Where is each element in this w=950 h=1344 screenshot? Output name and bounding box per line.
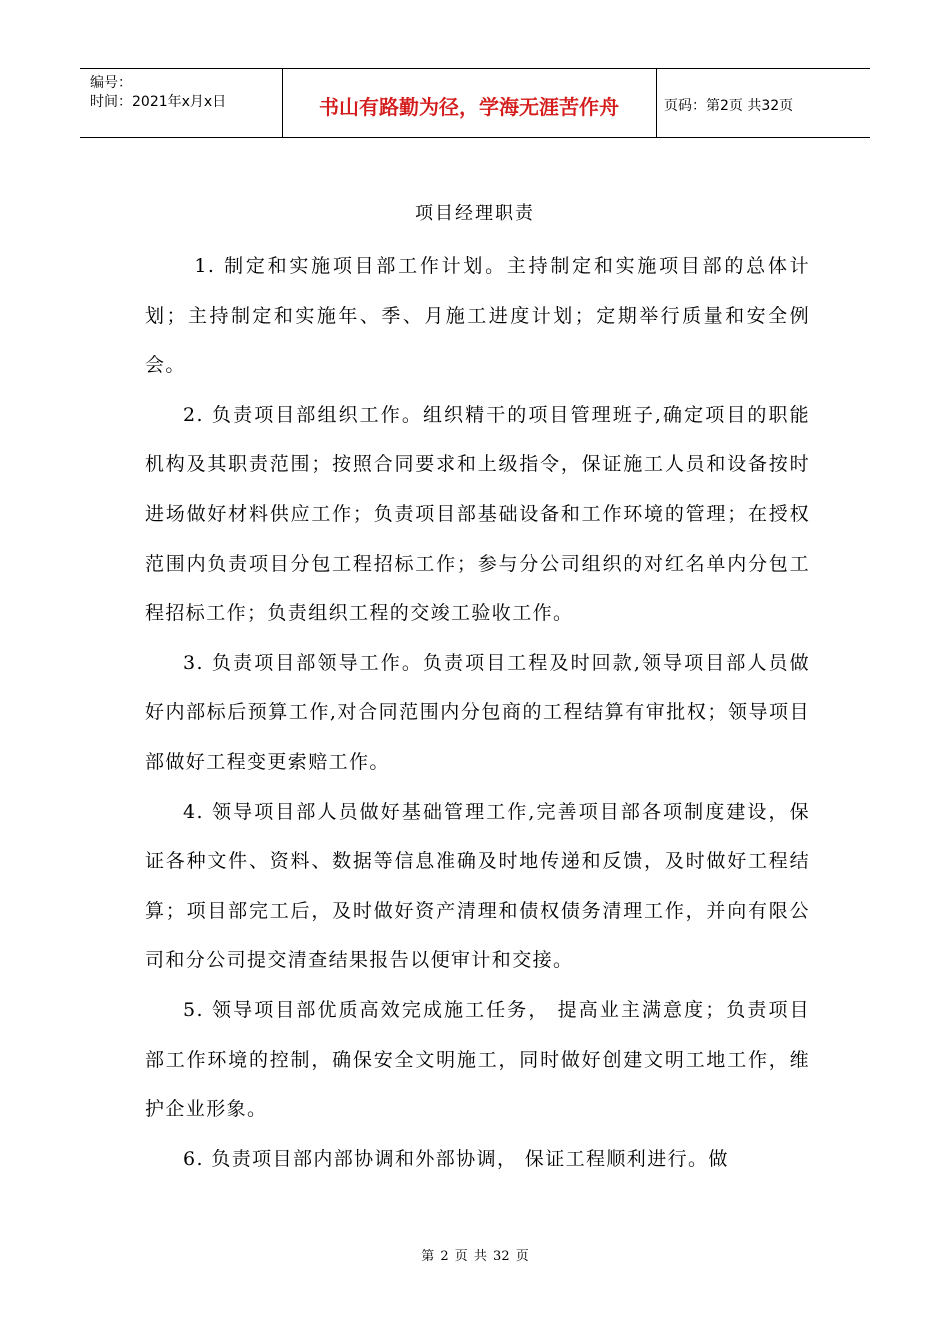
paragraph-2: 2. 负责项目部组织工作。组织精干的项目管理班子,确定项目的职能机构及其职责范围；按照合同要求和上级指令，保证施工人员和设备按时进场做好材料供应工作；负责项目部基础设备和工作环境的管理；在授权范围内负责项目分包工程招标工作；参与分公司组织的对红名单内分包工程招标工作；负责组织工程的交竣工验收工作。 [145,403,810,625]
paragraph-5: 5. 领导项目部优质高效完成施工任务， 提高业主满意度；负责项目部工作环境的控制，确保安全文明施工，同时做好创建文明工地工作，维护企业形象。 [145,998,810,1121]
page-footer: 第 2 页 共 32 页 [421,1249,529,1264]
header-motto: 书山有路勤为径，学海无涯苦作舟 [319,94,619,119]
number-label: 编号： [90,75,132,91]
header-motto-cell [282,69,657,137]
header-page-info: 页码：第2页 共32页 [664,98,794,114]
document-header [80,68,870,138]
paragraph-1: 1. 制定和实施项目部工作计划。主持制定和实施项目部的总体计划；主持制定和实施年、季、月施工进度计划；定期举行质量和安全例会。 [145,255,810,377]
document-title: 项目经理职责 [415,203,535,224]
header-page-cell [656,69,870,137]
document-body [145,242,810,1184]
paragraph-6: 6. 负责项目部内部协调和外部协调， 保证工程顺利进行。做 [183,1147,729,1170]
header-meta-cell [80,69,283,137]
time-label: 时间：2021年x月x日 [90,94,227,110]
paragraph-3: 3. 负责项目部领导工作。负责项目工程及时回款,领导项目部人员做好内部标后预算工作,对合同范围内分包商的工程结算有审批权；领导项目部做好工程变更索赔工作。 [145,651,810,773]
paragraph-4: 4. 领导项目部人员做好基础管理工作,完善项目部各项制度建设，保证各种文件、资料、数据等信息准确及时地传递和反馈，及时做好工程结算；项目部完工后，及时做好资产清理和债权债务清理工作，并向有限公司和分公司提交清查结果报告以便审计和交接。 [145,800,810,972]
